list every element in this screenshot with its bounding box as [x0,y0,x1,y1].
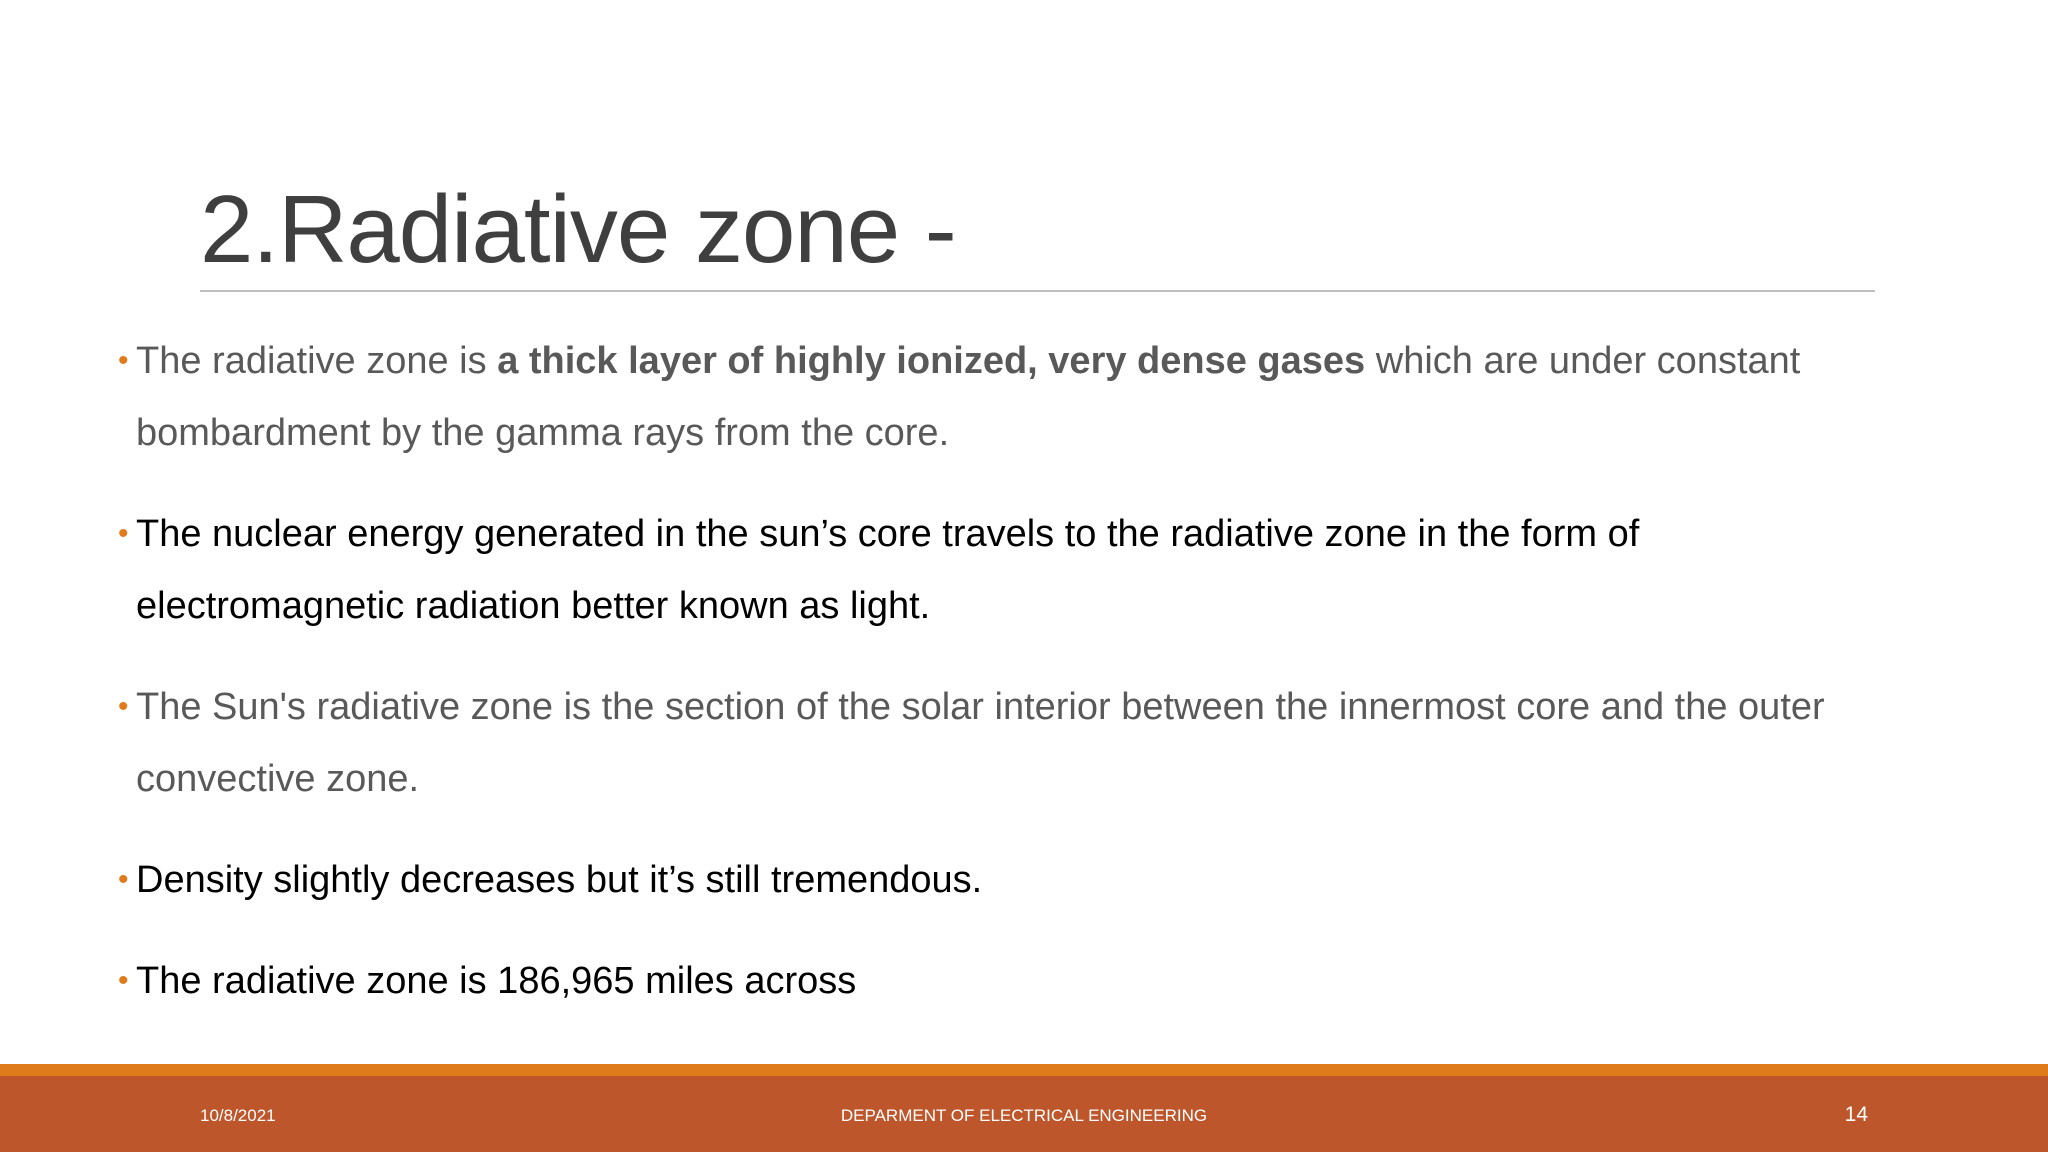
bullet-text: The nuclear energy generated in the sun’s core travels to the radiative zone in the form of electromagnetic radiation better known as light. [136,513,1640,627]
bullet-text [136,325,1896,469]
footer-department: DEPARMENT OF ELECTRICAL ENGINEERING [840,1106,1208,1125]
slide-number: 14 [1844,1103,1868,1126]
bullet-text: Density slightly decreases but it’s still tremendous. [136,859,983,901]
bullet-item [118,498,1898,642]
bullet-item [118,844,1898,916]
bullet-marker: • [118,964,129,997]
bullet-item [118,671,1898,815]
bullet-item [118,945,1898,1017]
bullet-list [118,325,1898,1046]
bullet-item [118,325,1898,469]
bullet-text: The radiative zone is 186,965 miles across [136,960,857,1002]
footer-accent-stripe [0,1064,2048,1076]
bullet-text-part: The radiative zone is [136,340,498,382]
bullet-marker: • [118,690,129,723]
footer-date: 10/8/2021 [200,1106,276,1125]
bullet-marker: • [118,344,129,377]
title-divider [200,290,1875,292]
bullet-marker: • [118,517,129,550]
footer-bar [0,1076,2048,1152]
bullet-marker: • [118,863,129,896]
bullet-text-bold: a thick layer of highly ionized, very dense gases [497,340,1366,382]
slide-title: 2.Radiative zone - [200,176,956,283]
bullet-text: The Sun's radiative zone is the section of the solar interior between the innermost core and the outer convective zone. [136,686,1825,800]
bullet-text-part: which are under constant bombardment by the gamma rays from the core. [136,340,1801,454]
